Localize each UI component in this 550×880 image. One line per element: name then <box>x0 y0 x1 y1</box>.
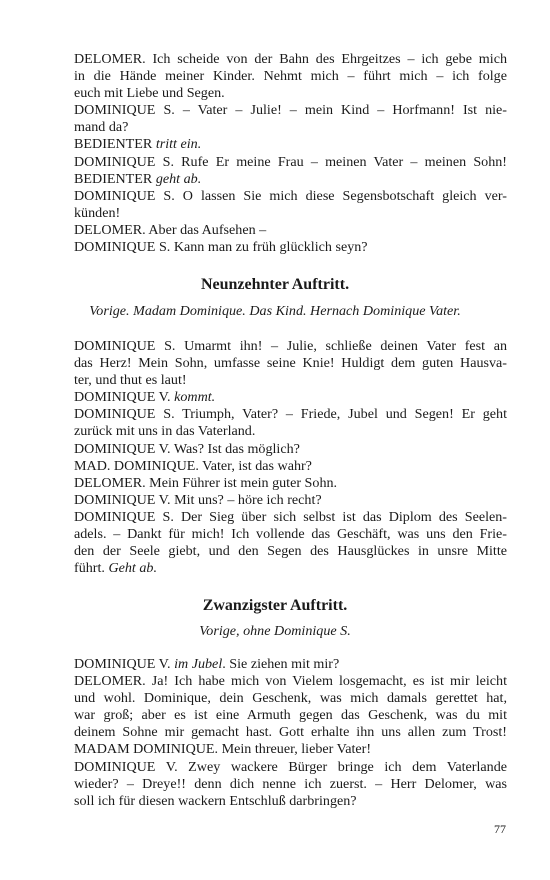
text-line: euch mit Liebe und Segen. <box>74 85 225 102</box>
scene-20-cast: Vorige, ohne Dominique S. <box>199 623 351 639</box>
text-line: in die Hände meiner Kinder. Nehmt mich – führt mich – ich folge <box>74 68 507 85</box>
scene-19-dialogue <box>74 338 507 577</box>
text-line: künden! <box>74 204 121 221</box>
text-line: DOMINIQUE S. Kann man zu früh glücklich seyn? <box>74 239 368 256</box>
text-line: mand da? <box>74 119 129 136</box>
text-line: DELOMER. Mein Führer ist mein guter Sohn. <box>74 474 338 491</box>
text-line: DOMINIQUE S. Umarmt ihn! – Julie, schließe deinen Vater fest an <box>74 338 507 354</box>
text-line: und wohl. Dominique, dein Geschenk, was mich damals gerettet hat, <box>74 690 507 707</box>
text-line: DOMINIQUE V. im Jubel. Sie ziehen mit mir? <box>74 656 340 672</box>
scene-20-heading: Zwanzigster Auftritt. <box>202 597 348 614</box>
stage-direction-line: BEDIENTER geht ab. <box>74 170 202 187</box>
text-line: DELOMER. Aber das Aufsehen – <box>74 221 267 238</box>
text-line: wieder? – Dreye!! denn dich nenne ich zuerst. – Herr Delomer, was <box>74 775 507 792</box>
text-line: war groß; aber es ist eine Armuth gegen das Geschenk, was du mit <box>74 707 507 724</box>
text-line: DOMINIQUE S. Der Sieg über sich selbst ist das Diplom des Seelen- <box>74 508 507 525</box>
text-line: ter, und thut es laut! <box>74 372 187 389</box>
text-line: soll ich für diesen wackern Entschluß darbringen? <box>74 792 357 809</box>
page-number: 77 <box>494 822 506 836</box>
stage-direction-line: BEDIENTER tritt ein. <box>74 136 202 153</box>
text-line: DOMINIQUE V. Was? Ist das möglich? <box>74 440 300 457</box>
text-line: DOMINIQUE V. Mit uns? – höre ich recht? <box>74 491 322 508</box>
text-line: adels. – Dankt für mich! Ich vollende das Geschäft, was uns den Frie- <box>74 526 507 543</box>
text-line: MAD. DOMINIQUE. Vater, ist das wahr? <box>74 457 312 474</box>
scene-19-heading: Neunzehnter Auftritt. <box>200 276 350 293</box>
text-line: das Herz! Mein Sohn, umfasse seine Knie! Huldigt dem guten Hausva- <box>74 355 507 372</box>
stage-direction-line: DOMINIQUE V. kommt. <box>74 389 216 406</box>
text-line: DOMINIQUE S. – Vater – Julie! – mein Kind – Horfmann! Ist nie- <box>74 102 507 119</box>
text-line: führt. Geht ab. <box>74 560 157 577</box>
scene-20-dialogue <box>74 656 507 810</box>
text-line: DOMINIQUE S. Triumph, Vater? – Friede, Jubel und Segen! Er geht <box>74 406 507 423</box>
text-line: zurück mit uns in das Vaterland. <box>74 423 256 440</box>
text-line: DOMINIQUE V. Zwey wackere Bürger bringe ich dem Vaterlande <box>74 758 507 775</box>
text-line: DOMINIQUE S. O lassen Sie mich diese Segensbotschaft gleich ver- <box>74 187 507 204</box>
text-line: MADAM DOMINIQUE. Mein threuer, lieber Vater! <box>74 741 372 758</box>
text-line: DOMINIQUE S. Rufe Er meine Frau – meinen Vater – meinen Sohn! <box>74 153 507 170</box>
scene-19-cast: Vorige. Madam Dominique. Das Kind. Hernach Dominique Vater. <box>89 303 461 319</box>
text-line: DELOMER. Ich scheide von der Bahn des Ehrgeitzes – ich gebe mich <box>74 51 507 67</box>
text-line: deinem Sohne mir gemacht hast. Gott erhalte ihn uns allen zum Trost! <box>74 724 507 741</box>
scene-18-dialogue <box>74 51 507 256</box>
text-line: den der Seele giebt, und den Segen des Hausglückes in unsre Mitte <box>74 543 507 560</box>
text-line: DELOMER. Ja! Ich habe mich von Vielem losgemacht, es ist mir leicht <box>74 673 507 690</box>
